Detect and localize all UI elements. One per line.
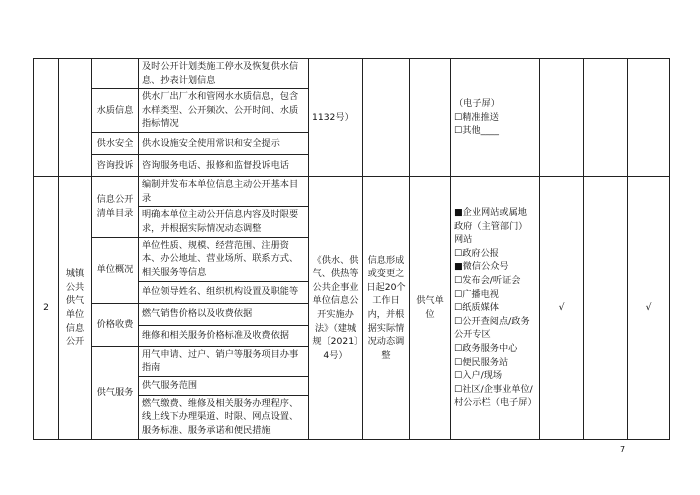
cell-check-empty [584, 177, 628, 440]
channel-item: ☐发布会/听证会 [454, 274, 521, 286]
channel-item: ☐公开查阅点/政务公开专区 [454, 315, 530, 341]
channel-item: ☐政务服务中心 [454, 342, 518, 354]
channel-item: ■企业网站或属地政府（主管部门）网站 [454, 207, 528, 246]
cell-content: 明确本单位主动公开信息内容及时限要求，并根据实际情况动态调整 [139, 207, 309, 237]
cell-check: √ [540, 177, 584, 440]
page-number: 7 [620, 445, 626, 454]
channel-item: ☐精准推送 [454, 111, 499, 123]
cell-channels [451, 177, 540, 440]
cell-content: 供气服务范围 [139, 376, 309, 395]
channel-item: ☐便民服务站 [454, 356, 509, 368]
cell-item: 信息公开清单目录 [92, 177, 139, 237]
cell-content: 编制并发布本单位信息主动公开基本目录 [139, 177, 309, 207]
cell-basis: 《供水、供气、供热等公共企事业单位信息公开实施办法》（建城规〔2021〕4号） [309, 177, 363, 440]
channel-item: ☐社区/企事业单位/村公示栏（电子屏） [454, 383, 537, 409]
cell-item: 水质信息 [92, 89, 139, 133]
cell-content: 及时公开计划类施工停水及恢复供水信息、抄表计划信息 [139, 59, 309, 89]
cell-category-empty [59, 59, 92, 177]
channel-item: ☐入户/现场 [454, 370, 503, 382]
cell-check-empty [540, 59, 584, 177]
cell-item: 供气服务 [92, 346, 139, 439]
cell-check: √ [628, 177, 670, 440]
cell-check-empty [628, 59, 670, 177]
cell-content: 咨询服务电话、报修和监督投诉电话 [139, 155, 309, 177]
cell-item: 供水安全 [92, 133, 139, 155]
cell-item [92, 59, 139, 89]
channel-item: ☐纸质媒体 [454, 302, 499, 314]
cell-subject: 供气单位 [410, 177, 451, 440]
disclosure-table [33, 58, 670, 440]
cell-check-empty [584, 59, 628, 177]
cell-content: 用气申请、过户、销户等服务项目办事指南 [139, 346, 309, 376]
cell-item: 咨询投诉 [92, 155, 139, 177]
table-row [34, 59, 670, 89]
cell-content: 供水厂出厂水和管网水水质信息，包含水样类型、公开频次、公开时间、水质指标情况 [139, 89, 309, 133]
cell-content: 维修和相关服务价格标准及收费依据 [139, 325, 309, 346]
cell-time-empty [363, 59, 410, 177]
cell-basis: 1132号） [309, 59, 363, 177]
cell-no-empty [34, 59, 59, 177]
channel-item: （电子屏） [454, 98, 500, 110]
cell-content: 单位性质、规模、经营范围、注册资本、办公地址、营业场所、联系方式、相关服务等信息 [139, 237, 309, 281]
channel-item: ■微信公众号 [454, 261, 509, 273]
channel-item: ☐政府公报 [454, 247, 499, 259]
channel-item: ☐广播电视 [454, 288, 499, 300]
cell-channels [451, 59, 540, 177]
cell-content: 单位领导姓名、组织机构设置及职能等 [139, 281, 309, 303]
cell-no: 2 [34, 177, 59, 440]
table-row [34, 177, 670, 207]
cell-category: 城镇公共供气单位信息公开 [59, 177, 92, 440]
cell-subject-empty [410, 59, 451, 177]
cell-content: 燃气销售价格以及收费依据 [139, 303, 309, 325]
cell-content: 燃气缴费、维修及相关服务办理程序、线上线下办理渠道、时限、网点设置、服务标准、服务承诺和便民措施 [139, 395, 309, 439]
cell-item: 单位概况 [92, 237, 139, 303]
cell-time-limit: 信息形成或变更之日起20个工作日内，并根据实际情况动态调整 [363, 177, 410, 440]
channel-item: ☐其他____ [454, 125, 499, 137]
cell-content: 供水设施安全使用常识和安全提示 [139, 133, 309, 155]
cell-item: 价格收费 [92, 303, 139, 346]
